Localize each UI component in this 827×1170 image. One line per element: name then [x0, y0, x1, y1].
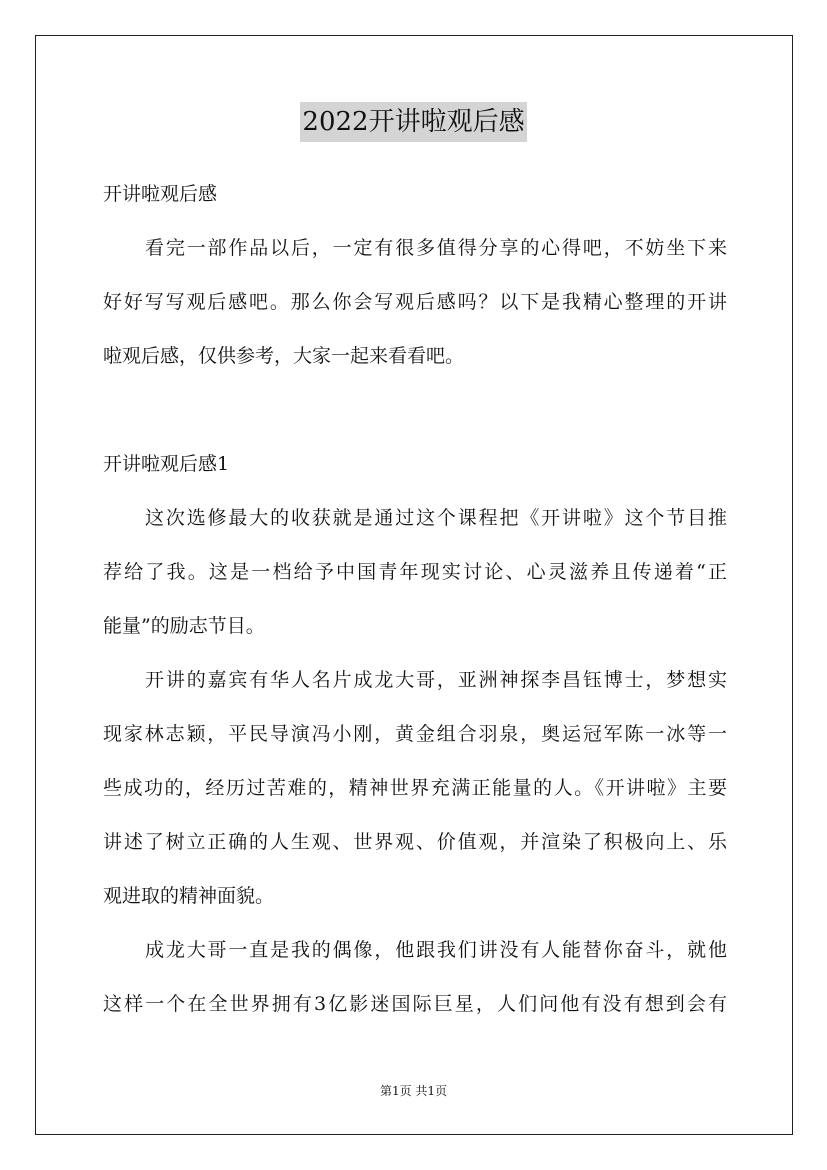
- paragraph: [103, 662, 727, 914]
- paragraph-line: 啦观后感，仅供参考，大家一起来看看吧。: [103, 345, 465, 367]
- paragraph: [103, 932, 727, 1022]
- section-heading: 开讲啦观后感1: [103, 453, 230, 475]
- paragraph: [103, 500, 727, 644]
- title-container: [0, 102, 827, 142]
- intro-paragraph: [103, 230, 727, 374]
- paragraph-line: 看完一部作品以后，一定有很多值得分享的心得吧，不妨坐下来: [145, 237, 727, 259]
- paragraph-line: 观进取的精神面貌。: [103, 885, 275, 907]
- document-body: [103, 176, 727, 1022]
- paragraph-line: 开讲的嘉宾有华人名片成龙大哥，亚洲神探李昌钰博士，梦想实: [145, 669, 727, 691]
- paragraph-line: 能量”的励志节目。: [103, 615, 265, 637]
- paragraph-line: 现家林志颖，平民导演冯小刚，黄金组合羽泉，奥运冠军陈一冰等一: [103, 723, 727, 745]
- paragraph-line: 这样一个在全世界拥有3亿影迷国际巨星，人们问他有没有想到会有: [103, 993, 727, 1015]
- paragraph-line: 好好写写观后感吧。那么你会写观后感吗？以下是我精心整理的开讲: [103, 291, 727, 313]
- paragraph-line: 讲述了树立正确的人生观、世界观、价值观，并渲染了积极向上、乐: [103, 831, 727, 853]
- paragraph-line: 成龙大哥一直是我的偶像，他跟我们讲没有人能替你奋斗，就他: [145, 939, 727, 961]
- document-title: 2022开讲啦观后感: [300, 102, 526, 142]
- paragraph-line: 荐给了我。这是一档给予中国青年现实讨论、心灵滋养且传递着“正: [103, 561, 727, 583]
- page-footer: 第1页 共1页: [379, 1084, 448, 1098]
- paragraph-line: 这次选修最大的收获就是通过这个课程把《开讲啦》这个节目推: [145, 507, 727, 529]
- paragraph-line: 些成功的，经历过苦难的，精神世界充满正能量的人。《开讲啦》主要: [103, 777, 727, 799]
- section-heading: 开讲啦观后感: [103, 183, 218, 205]
